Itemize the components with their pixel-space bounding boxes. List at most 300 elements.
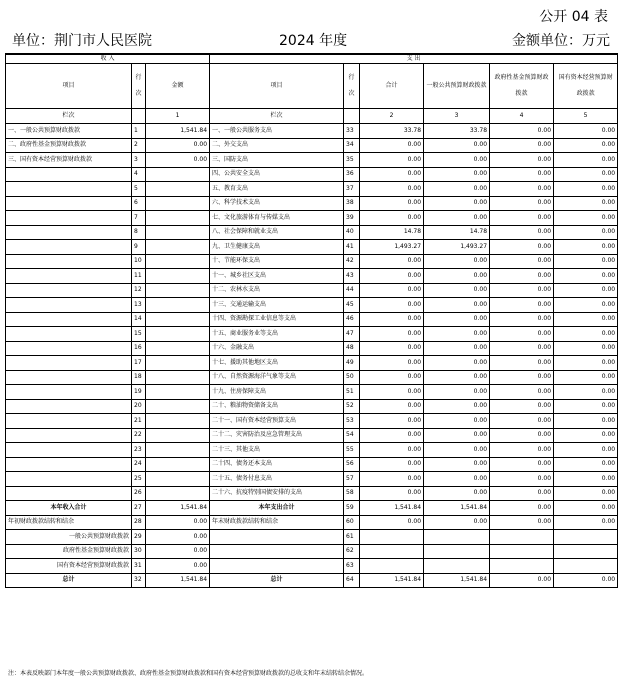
income-item xyxy=(6,356,132,371)
income-item xyxy=(6,211,132,226)
income-row-no: 1 xyxy=(132,124,146,139)
income-row-no: 24 xyxy=(132,457,146,472)
table-row xyxy=(6,327,618,342)
general-budget-amount: 0.00 xyxy=(424,356,490,371)
expense-item: 二十三、其他支出 xyxy=(210,443,344,458)
income-item: 三、国有资本经营预算财政拨款 xyxy=(6,153,132,168)
general-budget-amount: 0.00 xyxy=(424,254,490,269)
expense-item: 二十四、债务还本支出 xyxy=(210,457,344,472)
gov-fund-amount: 0.00 xyxy=(490,153,554,168)
form-code: 公开 04 表 xyxy=(539,9,608,25)
footnote: 注：本表反映部门本年度一般公共预算财政拨款、政府性基金预算财政拨款和国有资本经营预算财政拨款的总收支和年末结转结余情况。 xyxy=(8,670,369,677)
expense-item: 二十一、国有资本经营预算支出 xyxy=(210,414,344,429)
gov-fund-amount: 0.00 xyxy=(490,486,554,501)
table-row xyxy=(6,443,618,458)
income-item xyxy=(6,472,132,487)
income-amount xyxy=(146,298,210,313)
income-row-no: 25 xyxy=(132,472,146,487)
income-amount xyxy=(146,211,210,226)
income-amount xyxy=(146,341,210,356)
table-row xyxy=(6,501,618,516)
total-amount: 0.00 xyxy=(360,356,424,371)
table-row xyxy=(6,356,618,371)
expense-item: 三、国防支出 xyxy=(210,153,344,168)
general-budget-amount: 0.00 xyxy=(424,428,490,443)
general-budget-amount: 0.00 xyxy=(424,269,490,284)
total-amount: 1,541.84 xyxy=(360,501,424,516)
income-item xyxy=(6,341,132,356)
gov-fund-amount: 0.00 xyxy=(490,341,554,356)
total-amount: 33.78 xyxy=(360,124,424,139)
general-budget-amount: 0.00 xyxy=(424,457,490,472)
income-row-no: 29 xyxy=(132,530,146,545)
gov-fund-amount: 0.00 xyxy=(490,225,554,240)
total-amount: 0.00 xyxy=(360,486,424,501)
income-row-no: 15 xyxy=(132,327,146,342)
expense-item: 十九、住房保障支出 xyxy=(210,385,344,400)
gov-fund-amount: 0.00 xyxy=(490,573,554,588)
amount-unit-label: 金额单位：万元 xyxy=(512,33,610,49)
income-row-no: 20 xyxy=(132,399,146,414)
income-item xyxy=(6,298,132,313)
general-budget-amount: 0.00 xyxy=(424,472,490,487)
unit-label: 单位：荆门市人民医院 xyxy=(12,33,152,49)
table-row xyxy=(6,167,618,182)
table-row xyxy=(6,573,618,588)
total-amount: 0.00 xyxy=(360,341,424,356)
table-row xyxy=(6,544,618,559)
income-amount: 0.00 xyxy=(146,153,210,168)
income-row-no: 19 xyxy=(132,385,146,400)
general-budget-amount: 0.00 xyxy=(424,385,490,400)
income-item xyxy=(6,167,132,182)
soe-capital-amount: 0.00 xyxy=(554,327,618,342)
table-row xyxy=(6,182,618,197)
income-amount xyxy=(146,428,210,443)
income-item xyxy=(6,269,132,284)
total-amount: 0.00 xyxy=(360,414,424,429)
income-row-no: 13 xyxy=(132,298,146,313)
index-2: 2 xyxy=(360,109,424,124)
soe-capital-header: 国有资本经营预算财政拨款 xyxy=(554,64,618,109)
income-item xyxy=(6,370,132,385)
income-row-no-header: 行次 xyxy=(132,64,146,109)
expense-row-no: 61 xyxy=(344,530,360,545)
gov-fund-amount: 0.00 xyxy=(490,414,554,429)
soe-capital-amount: 0.00 xyxy=(554,196,618,211)
income-item xyxy=(6,312,132,327)
total-amount: 0.00 xyxy=(360,153,424,168)
soe-capital-amount xyxy=(554,530,618,545)
income-item: 国有资本经营预算财政拨款 xyxy=(6,559,132,574)
total-amount: 0.00 xyxy=(360,167,424,182)
expense-item: 七、文化旅游体育与传媒支出 xyxy=(210,211,344,226)
expense-section-header: 支 出 xyxy=(210,54,618,64)
total-amount: 0.00 xyxy=(360,298,424,313)
soe-capital-amount: 0.00 xyxy=(554,385,618,400)
gov-fund-header: 政府性基金预算财政拨款 xyxy=(490,64,554,109)
total-amount: 0.00 xyxy=(360,327,424,342)
expense-row-no: 42 xyxy=(344,254,360,269)
income-row-no: 28 xyxy=(132,515,146,530)
income-amount: 0.00 xyxy=(146,559,210,574)
expense-row-no: 41 xyxy=(344,240,360,255)
income-item xyxy=(6,283,132,298)
expense-item xyxy=(210,559,344,574)
expense-item: 十六、金融支出 xyxy=(210,341,344,356)
expense-row-no: 46 xyxy=(344,312,360,327)
total-amount: 0.00 xyxy=(360,182,424,197)
soe-capital-amount: 0.00 xyxy=(554,399,618,414)
amount-header: 金额 xyxy=(146,64,210,109)
income-item xyxy=(6,240,132,255)
soe-capital-amount: 0.00 xyxy=(554,486,618,501)
income-row-no: 27 xyxy=(132,501,146,516)
income-amount xyxy=(146,283,210,298)
soe-capital-amount xyxy=(554,559,618,574)
income-section-header: 收 入 xyxy=(6,54,210,64)
income-amount xyxy=(146,399,210,414)
income-amount xyxy=(146,486,210,501)
gov-fund-amount: 0.00 xyxy=(490,428,554,443)
general-budget-amount: 0.00 xyxy=(424,211,490,226)
table-row xyxy=(6,124,618,139)
total-amount: 0.00 xyxy=(360,196,424,211)
soe-capital-amount: 0.00 xyxy=(554,428,618,443)
income-row-no: 32 xyxy=(132,573,146,588)
general-budget-amount: 0.00 xyxy=(424,196,490,211)
gov-fund-amount: 0.00 xyxy=(490,182,554,197)
soe-capital-amount: 0.00 xyxy=(554,211,618,226)
income-row-no: 4 xyxy=(132,167,146,182)
gov-fund-amount: 0.00 xyxy=(490,211,554,226)
general-budget-amount: 0.00 xyxy=(424,443,490,458)
soe-capital-amount: 0.00 xyxy=(554,515,618,530)
total-amount xyxy=(360,559,424,574)
income-item xyxy=(6,399,132,414)
income-amount xyxy=(146,457,210,472)
total-amount: 1,493.27 xyxy=(360,240,424,255)
income-row-no: 5 xyxy=(132,182,146,197)
table-row xyxy=(6,385,618,400)
soe-capital-amount: 0.00 xyxy=(554,472,618,487)
soe-capital-amount: 0.00 xyxy=(554,356,618,371)
income-item xyxy=(6,385,132,400)
income-row-no: 2 xyxy=(132,138,146,153)
general-budget-amount: 0.00 xyxy=(424,370,490,385)
table-row xyxy=(6,153,618,168)
fiscal-summary-table xyxy=(5,53,618,588)
income-amount xyxy=(146,182,210,197)
expense-item: 四、公共安全支出 xyxy=(210,167,344,182)
index-1: 1 xyxy=(146,109,210,124)
total-amount: 0.00 xyxy=(360,457,424,472)
expense-item: 总计 xyxy=(210,573,344,588)
gov-fund-amount: 0.00 xyxy=(490,196,554,211)
general-budget-amount: 0.00 xyxy=(424,138,490,153)
income-item xyxy=(6,486,132,501)
general-budget-amount: 1,541.84 xyxy=(424,573,490,588)
table-row xyxy=(6,370,618,385)
expense-row-no: 49 xyxy=(344,356,360,371)
gov-fund-amount: 0.00 xyxy=(490,269,554,284)
total-amount: 0.00 xyxy=(360,515,424,530)
general-budget-amount: 0.00 xyxy=(424,414,490,429)
total-amount: 0.00 xyxy=(360,211,424,226)
soe-capital-amount: 0.00 xyxy=(554,312,618,327)
general-budget-amount: 0.00 xyxy=(424,167,490,182)
income-item xyxy=(6,428,132,443)
income-item xyxy=(6,327,132,342)
income-amount: 1,541.84 xyxy=(146,501,210,516)
expense-row-no: 60 xyxy=(344,515,360,530)
income-item xyxy=(6,182,132,197)
table-row xyxy=(6,530,618,545)
gov-fund-amount: 0.00 xyxy=(490,167,554,182)
total-amount: 0.00 xyxy=(360,370,424,385)
expense-row-no: 39 xyxy=(344,211,360,226)
income-row-no: 23 xyxy=(132,443,146,458)
expense-row-no: 33 xyxy=(344,124,360,139)
general-budget-header: 一般公共预算财政拨款 xyxy=(424,64,490,109)
soe-capital-amount: 0.00 xyxy=(554,370,618,385)
income-row-no: 10 xyxy=(132,254,146,269)
general-budget-amount: 33.78 xyxy=(424,124,490,139)
expense-row-no: 53 xyxy=(344,414,360,429)
income-item xyxy=(6,196,132,211)
expense-item: 五、教育支出 xyxy=(210,182,344,197)
expense-item: 八、社会保障和就业支出 xyxy=(210,225,344,240)
expense-row-no: 54 xyxy=(344,428,360,443)
income-amount xyxy=(146,356,210,371)
income-row-no: 21 xyxy=(132,414,146,429)
gov-fund-amount: 0.00 xyxy=(490,457,554,472)
gov-fund-amount xyxy=(490,530,554,545)
table-row xyxy=(6,211,618,226)
gov-fund-amount: 0.00 xyxy=(490,370,554,385)
income-row-no: 3 xyxy=(132,153,146,168)
income-item xyxy=(6,254,132,269)
total-amount: 14.78 xyxy=(360,225,424,240)
expense-item: 十四、资源勘探工业信息等支出 xyxy=(210,312,344,327)
gov-fund-amount: 0.00 xyxy=(490,312,554,327)
expense-item: 九、卫生健康支出 xyxy=(210,240,344,255)
expense-row-no: 48 xyxy=(344,341,360,356)
soe-capital-amount: 0.00 xyxy=(554,269,618,284)
expense-row-no: 38 xyxy=(344,196,360,211)
table-row xyxy=(6,472,618,487)
income-row-no: 18 xyxy=(132,370,146,385)
income-amount xyxy=(146,472,210,487)
expense-row-no: 56 xyxy=(344,457,360,472)
total-amount: 0.00 xyxy=(360,428,424,443)
index-label-left: 栏次 xyxy=(6,109,132,124)
income-row-no: 6 xyxy=(132,196,146,211)
expense-item: 六、科学技术支出 xyxy=(210,196,344,211)
income-amount xyxy=(146,225,210,240)
soe-capital-amount xyxy=(554,544,618,559)
soe-capital-amount: 0.00 xyxy=(554,414,618,429)
soe-capital-amount: 0.00 xyxy=(554,225,618,240)
income-row-no: 12 xyxy=(132,283,146,298)
index-4: 4 xyxy=(490,109,554,124)
general-budget-amount xyxy=(424,544,490,559)
income-row-no: 30 xyxy=(132,544,146,559)
soe-capital-amount: 0.00 xyxy=(554,240,618,255)
income-amount xyxy=(146,167,210,182)
expense-item: 十五、商业服务业等支出 xyxy=(210,327,344,342)
income-item: 一般公共预算财政拨款 xyxy=(6,530,132,545)
soe-capital-amount: 0.00 xyxy=(554,138,618,153)
total-amount: 0.00 xyxy=(360,399,424,414)
total-amount: 0.00 xyxy=(360,138,424,153)
income-amount xyxy=(146,443,210,458)
expense-item-header: 项目 xyxy=(210,64,344,109)
soe-capital-amount: 0.00 xyxy=(554,443,618,458)
general-budget-amount: 0.00 xyxy=(424,283,490,298)
total-amount: 0.00 xyxy=(360,443,424,458)
income-amount xyxy=(146,254,210,269)
income-amount xyxy=(146,327,210,342)
income-row-no: 11 xyxy=(132,269,146,284)
index-label-right: 栏次 xyxy=(210,109,344,124)
expense-row-no: 47 xyxy=(344,327,360,342)
general-budget-amount: 14.78 xyxy=(424,225,490,240)
income-row-no: 16 xyxy=(132,341,146,356)
income-amount xyxy=(146,370,210,385)
gov-fund-amount: 0.00 xyxy=(490,385,554,400)
expense-row-no: 62 xyxy=(344,544,360,559)
income-row-no: 31 xyxy=(132,559,146,574)
soe-capital-amount: 0.00 xyxy=(554,457,618,472)
gov-fund-amount xyxy=(490,559,554,574)
gov-fund-amount: 0.00 xyxy=(490,515,554,530)
total-amount: 0.00 xyxy=(360,472,424,487)
expense-row-no: 36 xyxy=(344,167,360,182)
soe-capital-amount: 0.00 xyxy=(554,167,618,182)
soe-capital-amount: 0.00 xyxy=(554,573,618,588)
total-amount: 0.00 xyxy=(360,385,424,400)
general-budget-amount: 0.00 xyxy=(424,153,490,168)
expense-item: 十二、农林水支出 xyxy=(210,283,344,298)
expense-row-no: 63 xyxy=(344,559,360,574)
expense-item: 十七、援助其他地区支出 xyxy=(210,356,344,371)
income-row-no: 22 xyxy=(132,428,146,443)
gov-fund-amount: 0.00 xyxy=(490,138,554,153)
table-row xyxy=(6,399,618,414)
table-row xyxy=(6,196,618,211)
expense-item: 二十六、抗疫特别国债安排的支出 xyxy=(210,486,344,501)
expense-row-no: 57 xyxy=(344,472,360,487)
income-item: 总计 xyxy=(6,573,132,588)
table-row xyxy=(6,559,618,574)
soe-capital-amount: 0.00 xyxy=(554,182,618,197)
general-budget-amount: 1,493.27 xyxy=(424,240,490,255)
income-row-no: 14 xyxy=(132,312,146,327)
income-amount xyxy=(146,414,210,429)
expense-item xyxy=(210,530,344,545)
year-label: 2024 年度 xyxy=(279,33,348,49)
expense-item: 十八、自然资源海洋气象等支出 xyxy=(210,370,344,385)
soe-capital-amount: 0.00 xyxy=(554,254,618,269)
expense-item xyxy=(210,544,344,559)
income-amount: 0.00 xyxy=(146,138,210,153)
income-item: 政府性基金预算财政拨款 xyxy=(6,544,132,559)
expense-item: 二、外交支出 xyxy=(210,138,344,153)
income-row-no: 8 xyxy=(132,225,146,240)
expense-row-no: 55 xyxy=(344,443,360,458)
expense-item: 二十二、灾害防治及应急管理支出 xyxy=(210,428,344,443)
income-row-no: 7 xyxy=(132,211,146,226)
expense-row-no: 37 xyxy=(344,182,360,197)
total-amount xyxy=(360,544,424,559)
expense-item: 十三、交通运输支出 xyxy=(210,298,344,313)
income-amount: 0.00 xyxy=(146,544,210,559)
table-row xyxy=(6,457,618,472)
expense-item: 二十五、债务付息支出 xyxy=(210,472,344,487)
expense-row-no: 51 xyxy=(344,385,360,400)
expense-row-no: 34 xyxy=(344,138,360,153)
expense-row-no: 58 xyxy=(344,486,360,501)
general-budget-amount: 0.00 xyxy=(424,312,490,327)
soe-capital-amount: 0.00 xyxy=(554,283,618,298)
table-row xyxy=(6,283,618,298)
income-amount: 1,541.84 xyxy=(146,573,210,588)
total-amount: 0.00 xyxy=(360,283,424,298)
table-row xyxy=(6,138,618,153)
total-header: 合计 xyxy=(360,64,424,109)
table-row xyxy=(6,486,618,501)
income-amount xyxy=(146,269,210,284)
gov-fund-amount: 0.00 xyxy=(490,124,554,139)
gov-fund-amount: 0.00 xyxy=(490,254,554,269)
income-row-no: 17 xyxy=(132,356,146,371)
income-amount xyxy=(146,240,210,255)
income-row-no: 26 xyxy=(132,486,146,501)
income-amount xyxy=(146,312,210,327)
expense-row-no: 59 xyxy=(344,501,360,516)
expense-row-no: 52 xyxy=(344,399,360,414)
general-budget-amount: 0.00 xyxy=(424,486,490,501)
expense-row-no: 64 xyxy=(344,573,360,588)
income-item xyxy=(6,225,132,240)
soe-capital-amount: 0.00 xyxy=(554,341,618,356)
table-row xyxy=(6,341,618,356)
income-item: 年初财政拨款结转和结余 xyxy=(6,515,132,530)
index-3: 3 xyxy=(424,109,490,124)
income-item: 本年收入合计 xyxy=(6,501,132,516)
expense-item: 一、一般公共服务支出 xyxy=(210,124,344,139)
general-budget-amount: 0.00 xyxy=(424,515,490,530)
gov-fund-amount: 0.00 xyxy=(490,443,554,458)
general-budget-amount: 1,541.84 xyxy=(424,501,490,516)
expense-item: 二十、粮油物资储备支出 xyxy=(210,399,344,414)
income-amount: 0.00 xyxy=(146,530,210,545)
gov-fund-amount: 0.00 xyxy=(490,327,554,342)
expense-item: 十、节能环保支出 xyxy=(210,254,344,269)
expense-row-no: 40 xyxy=(344,225,360,240)
expense-row-no: 35 xyxy=(344,153,360,168)
general-budget-amount: 0.00 xyxy=(424,298,490,313)
index-5: 5 xyxy=(554,109,618,124)
total-amount: 0.00 xyxy=(360,269,424,284)
income-item xyxy=(6,414,132,429)
income-amount: 1,541.84 xyxy=(146,124,210,139)
gov-fund-amount: 0.00 xyxy=(490,399,554,414)
table-row xyxy=(6,414,618,429)
table-row xyxy=(6,240,618,255)
table-row xyxy=(6,225,618,240)
